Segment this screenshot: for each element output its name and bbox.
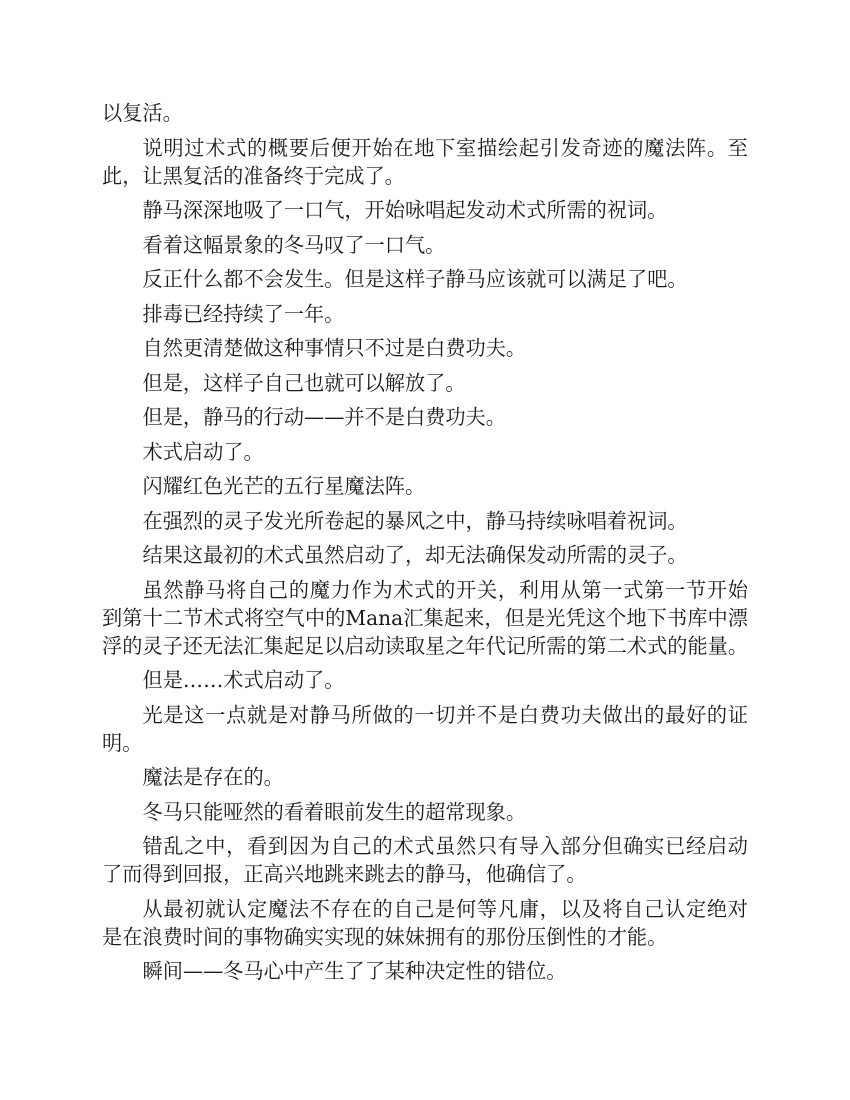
paragraph: 但是，这样子自己也就可以解放了。 [142,370,466,395]
paragraph: 排毒已经持续了一年。 [142,301,345,326]
paragraph: 错乱之中，看到因为自己的术式虽然只有导入部分但确实已经启动了而得到回报，正高兴地跳来跳去的静马，他确信了。 [102,834,748,886]
paragraph: 魔法是存在的。 [142,765,284,789]
paragraph: 瞬间——冬马心中产生了了某种决定性的错位。 [142,959,567,983]
paragraph: 看着这幅景象的冬马叹了一口气。 [142,232,446,257]
paragraph: 但是……术式启动了。 [142,668,345,692]
paragraph: 反正什么都不会发生。但是这样子静马应该就可以满足了吧。 [142,267,688,291]
paragraph: 但是，静马的行动——并不是白费功夫。 [142,405,506,429]
paragraph: 说明过术式的概要后便开始在地下室描绘起引发奇迹的魔法阵。至此，让黑复活的准备终于完成了。 [102,135,748,188]
paragraph: 虽然静马将自己的魔力作为术式的开关，利用从第一式第一节开始到第十二节术式将空气中的Mana汇集起来，但是光凭这个地下书库中漂浮的灵子还无法汇集起足以启动读取星之年代记所需的第二术式的能量。 [102,577,749,658]
document-page [102,99,748,992]
paragraph: 术式启动了。 [142,439,264,464]
paragraph: 闪耀红色光芒的五行星魔法阵。 [142,474,426,498]
paragraph: 冬马只能哑然的看着眼前发生的超常现象。 [142,799,527,824]
paragraph: 静马深深地吸了一口气，开始咏唱起发动术式所需的祝词。 [142,198,668,222]
paragraph: 光是这一点就是对静马所做的一切并不是白费功夫做出的最好的证明。 [102,702,748,755]
paragraph: 从最初就认定魔法不存在的自己是何等凡庸，以及将自己认定绝对是在浪费时间的事物确实实现的妹妹拥有的那份压倒性的才能。 [102,896,748,949]
paragraph: 自然更清楚做这种事情只不过是白费功夫。 [142,336,527,360]
paragraph: 结果这最初的术式虽然启动了，却无法确保发动所需的灵子。 [142,543,688,567]
paragraph: 以复活。 [102,101,183,125]
paragraph: 在强烈的灵子发光所卷起的暴风之中，静马持续咏唱着祝词。 [142,508,688,533]
